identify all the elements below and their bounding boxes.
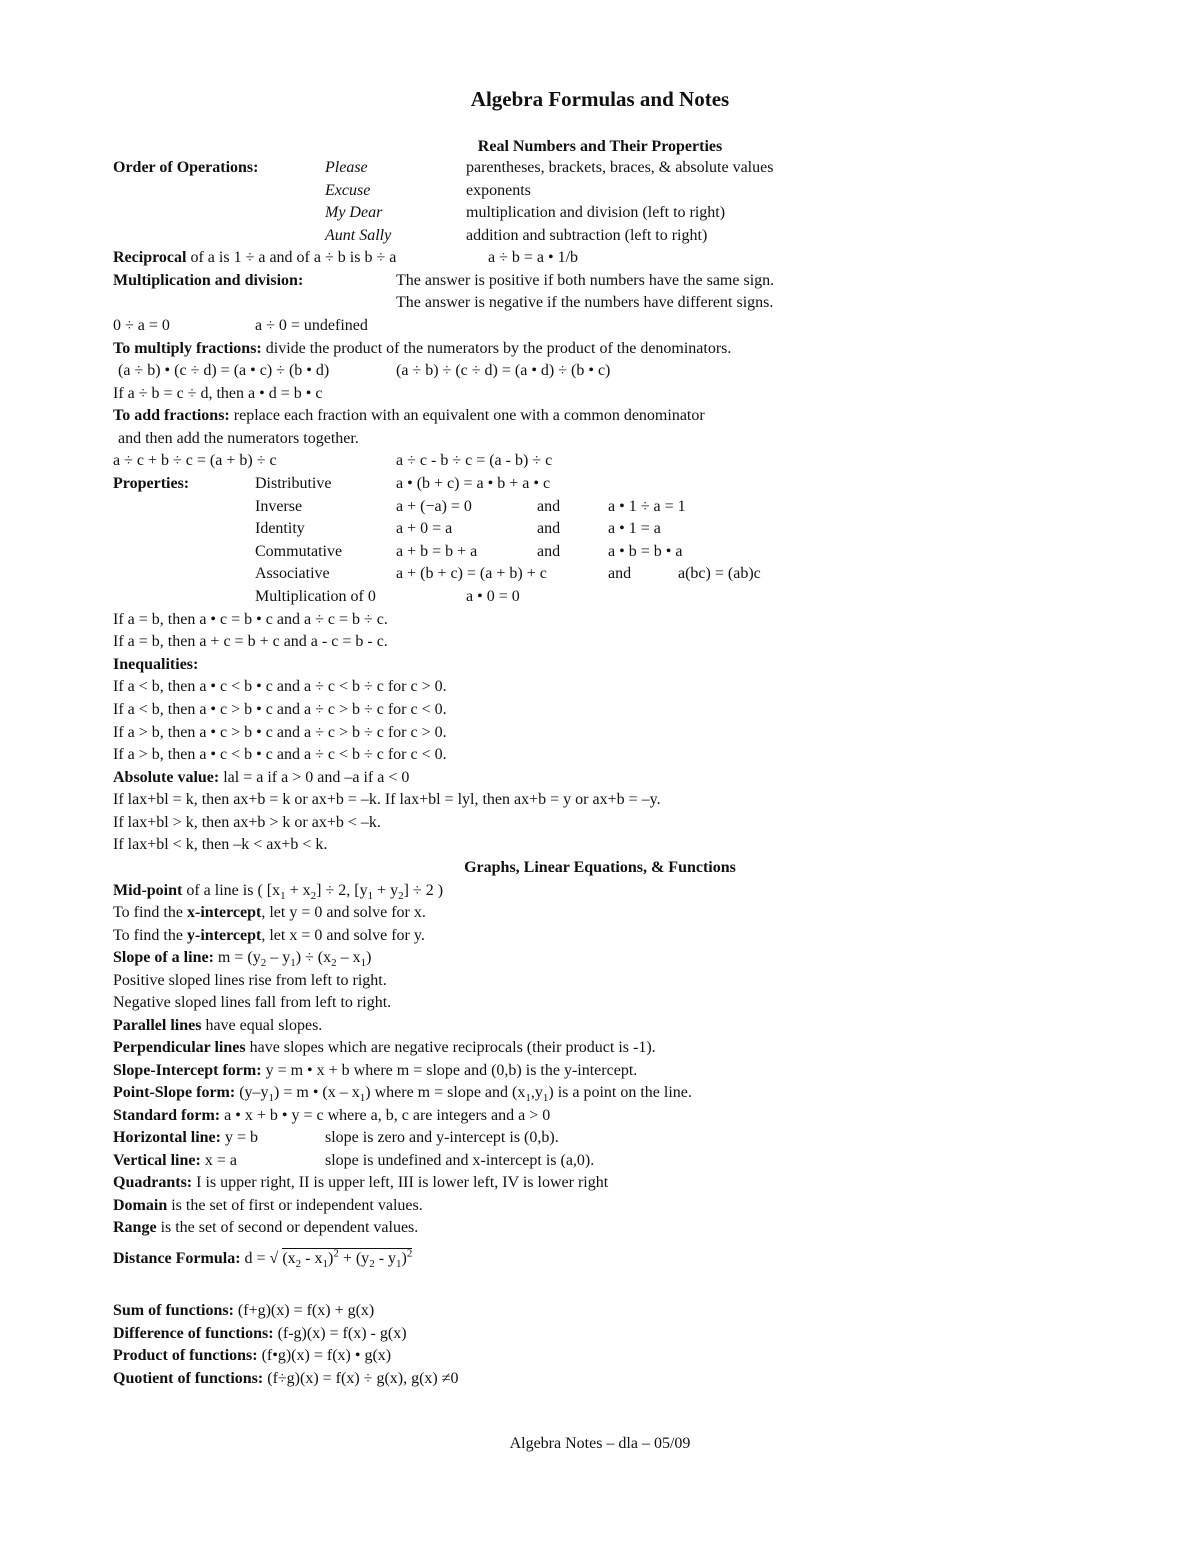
horizontal-line-row bbox=[113, 1128, 258, 1148]
perpendicular-label: Perpendicular lines bbox=[113, 1039, 246, 1056]
quotient-functions-text: (f÷g)(x) = f(x) ÷ g(x), g(x) ≠0 bbox=[263, 1370, 459, 1387]
muldiv-label: Multiplication and division: bbox=[113, 272, 304, 289]
vertical-line-label: Vertical line: bbox=[113, 1152, 201, 1169]
standard-form-text: a • x + b • y = c where a, b, c are integers and a > 0 bbox=[220, 1107, 551, 1124]
order-of-operations-label: Order of Operations: bbox=[113, 159, 259, 176]
quadrants-label: Quadrants: bbox=[113, 1174, 193, 1191]
product-functions-text: (f•g)(x) = f(x) • g(x) bbox=[257, 1347, 392, 1364]
page-footer: Algebra Notes – dla – 05/09 bbox=[509, 1435, 691, 1452]
add-formula-1: a ÷ c + b ÷ c = (a + b) ÷ c bbox=[113, 452, 277, 469]
absolute-value-rule-3: If lax+bl < k, then –k < ax+b < k. bbox=[113, 836, 328, 853]
multiply-fractions-label: To multiply fractions: bbox=[113, 340, 262, 357]
slope-intercept-label: Slope-Intercept form: bbox=[113, 1062, 262, 1079]
range-text: is the set of second or dependent values. bbox=[156, 1219, 419, 1236]
reciprocal-line bbox=[113, 248, 396, 268]
slope-intercept-line bbox=[113, 1061, 637, 1081]
property-formula: a + (−a) = 0 bbox=[396, 498, 472, 515]
mnemonic-desc: multiplication and division (left to right) bbox=[466, 204, 726, 221]
add-fractions-line2: and then add the numerators together. bbox=[118, 430, 359, 447]
reciprocal-formula: a ÷ b = a • 1/b bbox=[488, 249, 579, 266]
sum-functions-label: Sum of functions: bbox=[113, 1302, 234, 1319]
distance-radicand: $(x_2 - x_1)^2 + (y_2 - y_1)^2$ bbox=[282, 1247, 413, 1271]
x-intercept-line bbox=[113, 903, 426, 923]
product-functions-line bbox=[113, 1346, 391, 1366]
property-name: Inverse bbox=[255, 498, 303, 515]
add-fractions-label: To add fractions: bbox=[113, 407, 230, 424]
muldiv-line2: The answer is negative if the numbers have different signs. bbox=[396, 294, 774, 311]
range-line bbox=[113, 1218, 418, 1238]
property-and: and bbox=[608, 565, 632, 582]
property-name: Associative bbox=[255, 565, 330, 582]
point-slope-label: Point-Slope form: bbox=[113, 1084, 236, 1101]
slope-line: Slope of a line: $m = (y_2 - y_1) \div (x_2 - x_1)$ bbox=[113, 949, 372, 970]
multiply-fractions-text: divide the product of the numerators by the product of the denominators. bbox=[261, 340, 732, 357]
distance-formula-line: Distance Formula: d = √ $(x_2 - x_1)^2 + (y_2 - y_1)^2$ bbox=[113, 1247, 413, 1271]
horizontal-line-text: slope is zero and y-intercept is (0,b). bbox=[325, 1129, 559, 1146]
add-fractions-line bbox=[113, 406, 705, 426]
fraction-cross-multiply: If a ÷ b = c ÷ d, then a • d = b • c bbox=[113, 385, 323, 402]
vertical-line-text: slope is undefined and x-intercept is (a,0). bbox=[325, 1152, 595, 1169]
x-intercept-post: , let y = 0 and solve for x. bbox=[261, 904, 426, 921]
property-formula: a • (b + c) = a • b + a • c bbox=[396, 475, 551, 492]
y-intercept-line bbox=[113, 926, 425, 946]
slope-label: Slope of a line: bbox=[113, 949, 214, 966]
properties-label: Properties: bbox=[113, 475, 190, 492]
x-intercept-pre: To find the bbox=[113, 904, 187, 921]
parallel-lines-line bbox=[113, 1016, 322, 1036]
reciprocal-label: Reciprocal bbox=[113, 249, 187, 266]
property-name: Multiplication of 0 bbox=[255, 588, 376, 605]
quadrants-line bbox=[113, 1173, 608, 1193]
inequality-rule: If a < b, then a • c > b • c and a ÷ c > b ÷ c for c < 0. bbox=[113, 701, 447, 718]
equality-rule-1: If a = b, then a • c = b • c and a ÷ c = b ÷ c. bbox=[113, 611, 388, 628]
negative-slope-note: Negative sloped lines fall from left to right. bbox=[113, 994, 392, 1011]
equality-rule-2: If a = b, then a + c = b + c and a - c = b - c. bbox=[113, 633, 388, 650]
slope-intercept-text: y = m • x + b where m = slope and (0,b) is the y-intercept. bbox=[261, 1062, 638, 1079]
property-formula-2: a • 1 = a bbox=[608, 520, 661, 537]
distance-formula-label: Distance Formula: bbox=[113, 1250, 241, 1267]
property-name: Commutative bbox=[255, 543, 343, 560]
difference-functions-label: Difference of functions: bbox=[113, 1325, 274, 1342]
reciprocal-text: of a is 1 ÷ a and of a ÷ b is b ÷ a bbox=[186, 249, 397, 266]
mnemonic-word: Excuse bbox=[325, 182, 371, 199]
quotient-functions-label: Quotient of functions: bbox=[113, 1370, 264, 1387]
zero-divided: 0 ÷ a = 0 bbox=[113, 317, 170, 334]
property-formula: a + (b + c) = (a + b) + c bbox=[396, 565, 547, 582]
property-formula-2: a(bc) = (ab)c bbox=[678, 565, 761, 582]
mnemonic-word: Aunt Sally bbox=[325, 227, 392, 244]
difference-functions-text: (f-g)(x) = f(x) - g(x) bbox=[273, 1325, 407, 1342]
mnemonic-desc: exponents bbox=[466, 182, 531, 199]
standard-form-line bbox=[113, 1106, 550, 1126]
positive-slope-note: Positive sloped lines rise from left to right. bbox=[113, 972, 387, 989]
absolute-value-rule-1: If lax+bl = k, then ax+b = k or ax+b = –k. If lax+bl = lyl, then ax+b = y or ax+b = –y. bbox=[113, 791, 661, 808]
standard-form-label: Standard form: bbox=[113, 1107, 221, 1124]
y-intercept-post: , let x = 0 and solve for y. bbox=[261, 927, 425, 944]
sum-functions-text: (f+g)(x) = f(x) + g(x) bbox=[233, 1302, 375, 1319]
domain-label: Domain bbox=[113, 1197, 168, 1214]
property-formula: a + 0 = a bbox=[396, 520, 453, 537]
difference-functions-line bbox=[113, 1324, 407, 1344]
absolute-value-label: Absolute value: bbox=[113, 769, 220, 786]
y-intercept-label: y-intercept bbox=[186, 927, 262, 944]
fraction-formula-2: (a ÷ b) ÷ (c ÷ d) = (a • d) ÷ (b • c) bbox=[396, 362, 611, 379]
x-intercept-label: x-intercept bbox=[186, 904, 262, 921]
fraction-formula-1: (a ÷ b) • (c ÷ d) = (a • c) ÷ (b • d) bbox=[118, 362, 330, 379]
domain-text: is the set of first or independent values. bbox=[167, 1197, 423, 1214]
mnemonic-word: My Dear bbox=[325, 204, 383, 221]
property-formula-2: a • b = b • a bbox=[608, 543, 683, 560]
range-label: Range bbox=[113, 1219, 157, 1236]
midpoint-label: Mid-point bbox=[113, 882, 183, 899]
property-and: and bbox=[537, 520, 561, 537]
property-name: Identity bbox=[255, 520, 305, 537]
absolute-value-rule-2: If lax+bl > k, then ax+b > k or ax+b < –k. bbox=[113, 814, 381, 831]
add-fractions-text: replace each fraction with an equivalent one with a common denominator bbox=[229, 407, 705, 424]
perpendicular-text: have slopes which are negative reciprocals (their product is -1). bbox=[245, 1039, 656, 1056]
section-heading-graphs: Graphs, Linear Equations, & Functions bbox=[464, 859, 736, 876]
vertical-line-formula: x = a bbox=[200, 1152, 237, 1169]
property-formula: a • 0 = 0 bbox=[466, 588, 520, 605]
sum-functions-line bbox=[113, 1301, 374, 1321]
add-formula-2: a ÷ c - b ÷ c = (a - b) ÷ c bbox=[396, 452, 553, 469]
property-formula: a + b = b + a bbox=[396, 543, 478, 560]
quotient-functions-line bbox=[113, 1369, 459, 1389]
point-slope-line: Point-Slope form: $(y-y_1) = m$ • $(x - x_1)$ where m = slope and $(x_1,y_1)$ is a point on the line. bbox=[113, 1084, 692, 1105]
inequalities-label: Inequalities: bbox=[113, 656, 199, 673]
mnemonic-desc: parentheses, brackets, braces, & absolute values bbox=[466, 159, 774, 176]
domain-line bbox=[113, 1196, 423, 1216]
midpoint-line: Mid-point of a line is ( $[x_1 + x_2] \div 2$, $[y_1 + y_2] \div 2$ ) bbox=[113, 882, 444, 903]
parallel-label: Parallel lines bbox=[113, 1017, 202, 1034]
inequality-rule: If a > b, then a • c > b • c and a ÷ c > b ÷ c for c > 0. bbox=[113, 724, 447, 741]
property-formula-2: a • 1 ÷ a = 1 bbox=[608, 498, 686, 515]
vertical-line-row bbox=[113, 1151, 237, 1171]
muldiv-line1: The answer is positive if both numbers have the same sign. bbox=[396, 272, 775, 289]
absolute-value-text: lal = a if a > 0 and –a if a < 0 bbox=[219, 769, 410, 786]
y-intercept-pre: To find the bbox=[113, 927, 187, 944]
perpendicular-lines-line bbox=[113, 1038, 656, 1058]
horizontal-line-label: Horizontal line: bbox=[113, 1129, 221, 1146]
inequality-rule: If a > b, then a • c < b • c and a ÷ c < b ÷ c for c < 0. bbox=[113, 746, 447, 763]
inequality-rule: If a < b, then a • c < b • c and a ÷ c < b ÷ c for c > 0. bbox=[113, 678, 447, 695]
page-title: Algebra Formulas and Notes bbox=[470, 87, 730, 111]
property-name: Distributive bbox=[255, 475, 332, 492]
parallel-text: have equal slopes. bbox=[201, 1017, 323, 1034]
mnemonic-word: Please bbox=[325, 159, 368, 176]
section-heading-real-numbers: Real Numbers and Their Properties bbox=[477, 138, 723, 155]
property-and: and bbox=[537, 498, 561, 515]
multiply-fractions-line bbox=[113, 339, 731, 359]
absolute-value-line bbox=[113, 768, 409, 788]
property-and: and bbox=[537, 543, 561, 560]
quadrants-text: I is upper right, II is upper left, III is lower left, IV is lower right bbox=[192, 1174, 609, 1191]
horizontal-line-formula: y = b bbox=[220, 1129, 259, 1146]
mnemonic-desc: addition and subtraction (left to right) bbox=[466, 227, 708, 244]
divide-by-zero: a ÷ 0 = undefined bbox=[255, 317, 368, 334]
product-functions-label: Product of functions: bbox=[113, 1347, 258, 1364]
